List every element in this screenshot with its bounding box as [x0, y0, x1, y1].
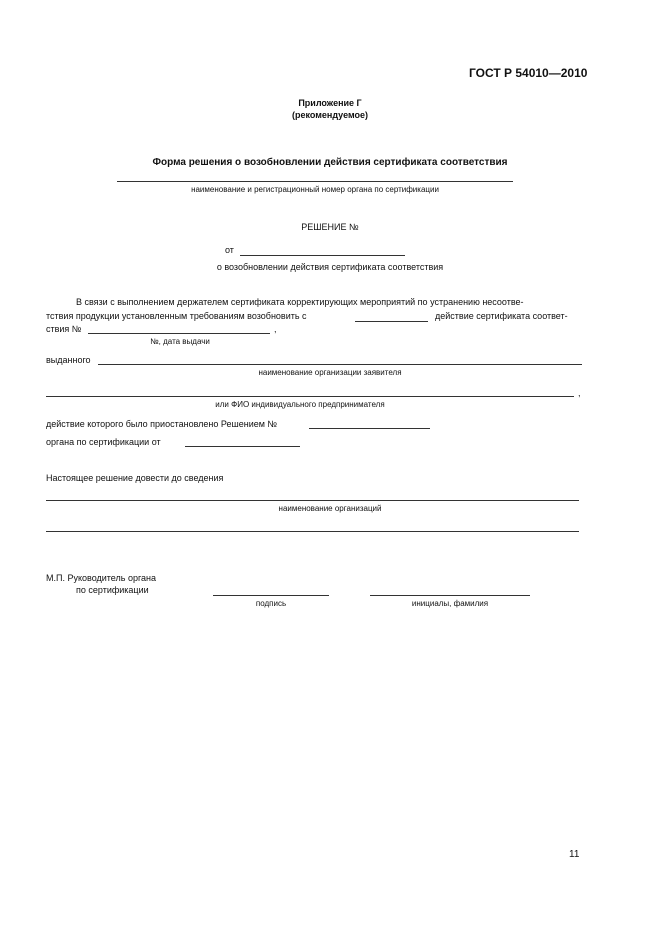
page-number: 11	[569, 849, 580, 860]
appendix-title: Приложение Г	[298, 98, 362, 108]
notify-label: Настоящее решение довести до сведения	[46, 473, 224, 483]
name-line	[370, 595, 530, 596]
appendix-type: (рекомендуемое)	[292, 110, 368, 120]
entrepreneur-line	[46, 396, 574, 397]
stamp-label-line-1: М.П. Руководитель органа	[46, 573, 157, 583]
date-line	[240, 255, 405, 256]
date-label: от	[225, 245, 234, 255]
cert-number-line	[88, 333, 270, 334]
orgs-line	[46, 500, 579, 501]
org-caption: наименование и регистрационный номер органа по сертификации	[191, 185, 439, 194]
cert-caption: №, дата выдачи	[150, 337, 210, 346]
paragraph-line-3: ствия №	[46, 324, 82, 334]
suspended-label: действие которого было приостановлено Решением №	[46, 419, 278, 429]
name-caption: инициалы, фамилия	[411, 599, 489, 608]
resume-date-line	[355, 321, 428, 322]
decision-subject: о возобновлении действия сертификата соответствия	[216, 262, 444, 272]
applicant-line	[98, 364, 582, 365]
decision-heading: РЕШЕНИЕ №	[301, 222, 359, 232]
paragraph-line-1: В связи с выполнением держателем сертификата корректирующих мероприятий по устранению несоотве-	[76, 297, 524, 307]
paragraph-line-2b: действие сертификата соответ-	[435, 311, 568, 321]
orgs-line-2	[46, 531, 579, 532]
paragraph-line-2a: тствия продукции установленным требованиям возобновить с	[46, 311, 307, 321]
signature-line	[213, 595, 329, 596]
signature-caption: подпись	[255, 599, 287, 608]
orgs-caption: наименование организаций	[278, 504, 382, 513]
entrepreneur-comma: ,	[578, 388, 581, 398]
paragraph-line-3-comma: ,	[274, 324, 277, 334]
entrepreneur-caption: или ФИО индивидуального предпринимателя	[215, 400, 385, 409]
suspended-line	[309, 428, 430, 429]
applicant-caption: наименование организации заявителя	[258, 368, 402, 377]
cert-body-label: органа по сертификации от	[46, 437, 161, 447]
form-title: Форма решения о возобновлении действия сертификата соответствия	[152, 157, 508, 168]
issued-label: выданного	[46, 355, 91, 365]
standard-number: ГОСТ Р 54010—2010	[469, 66, 588, 80]
cert-body-date-line	[185, 446, 300, 447]
org-line	[117, 181, 513, 182]
stamp-label-line-2: по сертификации	[76, 585, 149, 595]
